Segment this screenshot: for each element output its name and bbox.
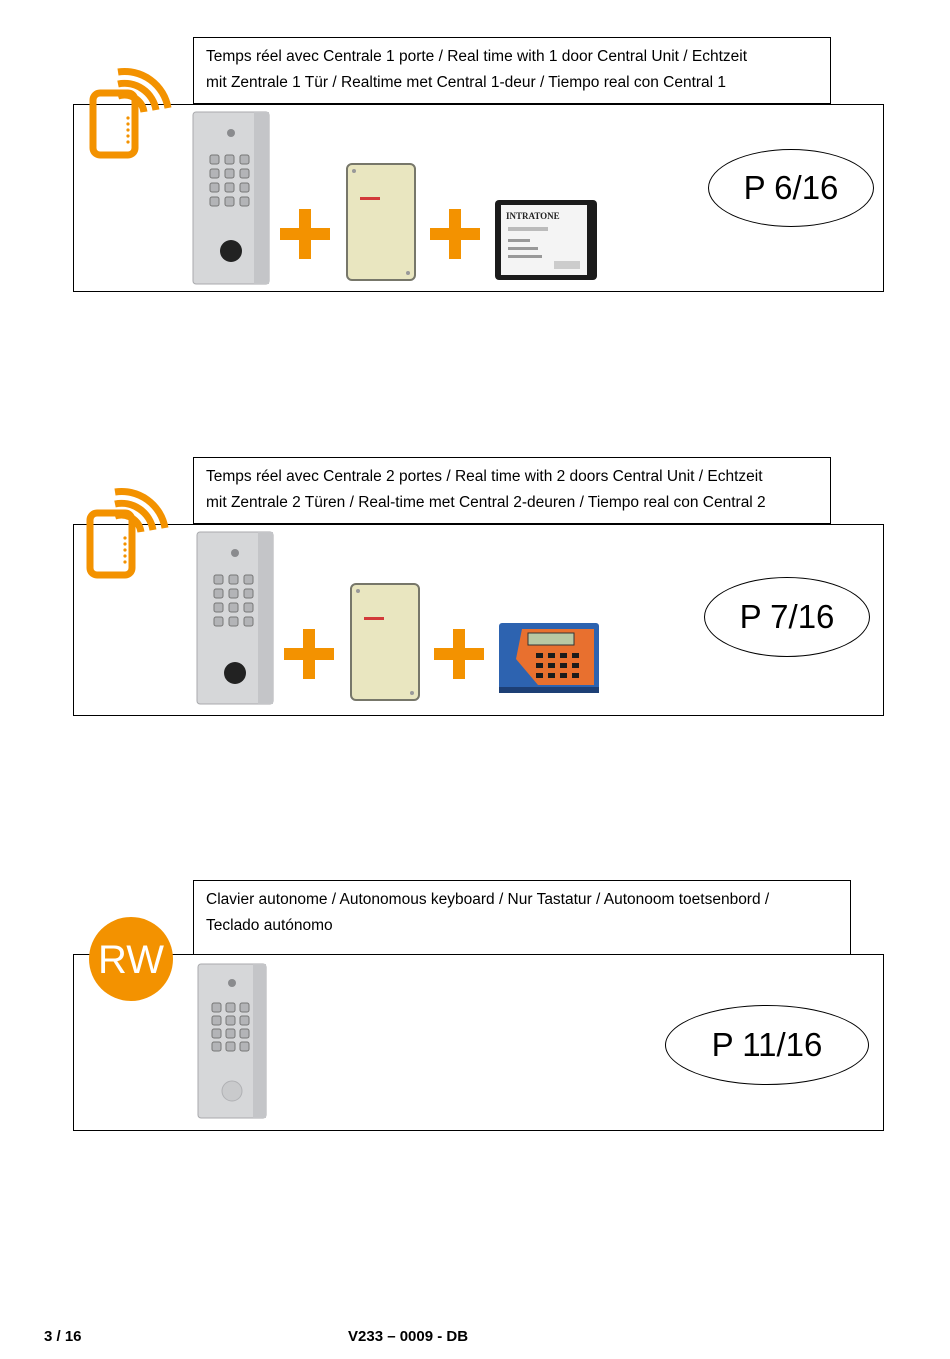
caption-line-2: Teclado autónomo bbox=[206, 917, 333, 934]
page-reference: P 11/16 bbox=[665, 1005, 869, 1085]
plus-icon bbox=[428, 207, 482, 261]
caption-line-2: mit Zentrale 1 Tür / Realtime met Central 1-deur / Tiempo real con Central 1 bbox=[206, 74, 727, 91]
plus-icon bbox=[278, 207, 332, 261]
footer-page-number: 3 / 16 bbox=[44, 1328, 82, 1345]
section-caption bbox=[193, 37, 831, 104]
product-box bbox=[73, 524, 884, 716]
wireless-phone-icon bbox=[85, 478, 169, 580]
rw-logo-icon bbox=[88, 916, 174, 1002]
plus-icon bbox=[432, 627, 486, 681]
page-reference: P 7/16 bbox=[704, 577, 870, 657]
section-caption bbox=[193, 880, 851, 955]
central-unit-2-doors-icon bbox=[498, 619, 600, 695]
plus-icon bbox=[282, 627, 336, 681]
caption-line-1: Temps réel avec Centrale 1 porte / Real time with 1 door Central Unit / Echtzeit bbox=[206, 48, 748, 65]
caption-line-1: Clavier autonome / Autonomous keyboard / Nur Tastatur / Autonoom toetsenbord / bbox=[206, 891, 770, 908]
page-reference: P 6/16 bbox=[708, 149, 874, 227]
control-module-icon bbox=[350, 583, 420, 701]
wireless-phone-icon bbox=[88, 58, 172, 160]
footer-document-reference: V233 – 0009 - DB bbox=[348, 1328, 469, 1345]
keypad-icon bbox=[197, 963, 267, 1119]
caption-line-2: mit Zentrale 2 Türen / Real-time met Central 2-deuren / Tiempo real con Central 2 bbox=[206, 494, 766, 511]
logo-text: RW bbox=[98, 938, 164, 982]
central-label: INTRATONE bbox=[506, 211, 560, 221]
keypad-reader-icon bbox=[196, 531, 274, 705]
keypad-reader-icon bbox=[192, 111, 270, 285]
product-box bbox=[73, 954, 884, 1131]
product-box bbox=[73, 104, 884, 292]
central-unit-1-door-icon bbox=[494, 199, 598, 281]
control-module-icon bbox=[346, 163, 416, 281]
section-caption bbox=[193, 457, 831, 524]
caption-line-1: Temps réel avec Centrale 2 portes / Real time with 2 doors Central Unit / Echtzeit bbox=[206, 468, 763, 485]
